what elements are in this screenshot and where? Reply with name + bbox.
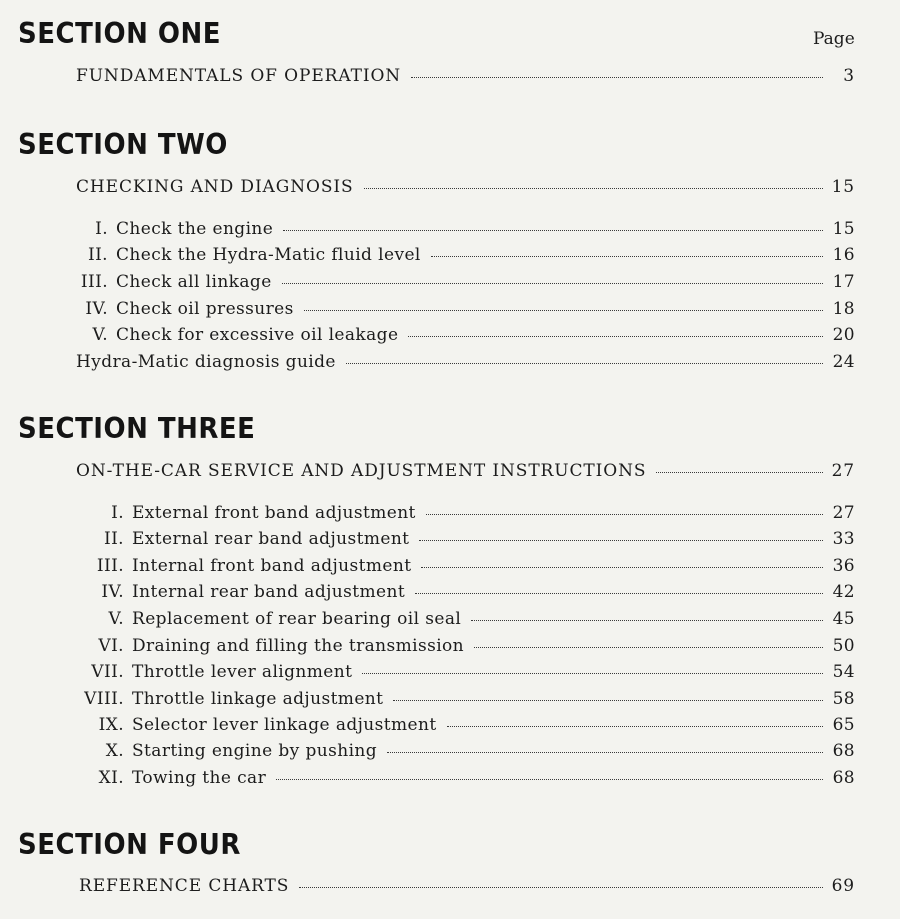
dot-leader bbox=[346, 363, 823, 364]
dot-leader bbox=[471, 620, 823, 621]
dot-leader bbox=[419, 540, 823, 541]
toc-entry-page: 68 bbox=[832, 741, 855, 761]
toc-entry[interactable] bbox=[76, 272, 855, 296]
dot-leader bbox=[304, 310, 823, 311]
toc-entry-title: REFERENCE CHARTS bbox=[79, 876, 290, 896]
toc-entry-page: 16 bbox=[832, 245, 855, 265]
dot-leader bbox=[299, 887, 823, 888]
toc-entry-number: I. bbox=[95, 219, 108, 239]
toc-entry-title: Hydra-Matic diagnosis guide bbox=[76, 352, 336, 372]
toc-entry-title: External rear band adjustment bbox=[132, 529, 410, 549]
toc-entry[interactable] bbox=[76, 582, 855, 606]
dot-leader bbox=[431, 256, 823, 257]
toc-entry-number: VII. bbox=[91, 662, 124, 682]
toc-entry-number: III. bbox=[80, 272, 108, 292]
dot-leader bbox=[276, 779, 823, 780]
toc-entry-page: 68 bbox=[832, 768, 855, 788]
toc-entry-page: 54 bbox=[832, 662, 855, 682]
toc-entry-number: II. bbox=[103, 529, 124, 549]
toc-entry-title: Throttle linkage adjustment bbox=[132, 689, 384, 709]
toc-entry-page: 3 bbox=[843, 66, 855, 86]
page-column-label: Page bbox=[813, 29, 855, 49]
toc-entry-title: Draining and filling the transmission bbox=[132, 636, 465, 656]
dot-leader bbox=[474, 647, 823, 648]
toc-entry-title: Check all linkage bbox=[116, 272, 272, 292]
toc-entry[interactable] bbox=[76, 636, 855, 660]
dot-leader bbox=[283, 230, 823, 231]
toc-entry-title: Internal rear band adjustment bbox=[132, 582, 406, 602]
toc-entry-number: IV. bbox=[101, 582, 124, 602]
toc-entry[interactable] bbox=[76, 741, 855, 765]
section-one-heading: SECTION ONE bbox=[18, 18, 222, 51]
toc-entry-page: 42 bbox=[832, 582, 855, 602]
toc-entry-number: X. bbox=[105, 741, 124, 761]
toc-entry[interactable] bbox=[76, 245, 855, 269]
dot-leader bbox=[362, 673, 823, 674]
toc-entry-page: 15 bbox=[832, 219, 855, 239]
dot-leader bbox=[364, 188, 823, 189]
toc-entry-page: 69 bbox=[831, 876, 855, 896]
toc-entry-title: Check the engine bbox=[116, 219, 274, 239]
dot-leader bbox=[387, 752, 823, 753]
toc-entry-title: Replacement of rear bearing oil seal bbox=[132, 609, 462, 629]
dot-leader bbox=[421, 567, 823, 568]
toc-entry[interactable] bbox=[76, 715, 855, 739]
toc-entry[interactable] bbox=[76, 219, 855, 243]
section-four-heading: SECTION FOUR bbox=[18, 829, 241, 862]
toc-entry-page: 33 bbox=[832, 529, 855, 549]
dot-leader bbox=[393, 700, 823, 701]
section-three-heading: SECTION THREE bbox=[18, 413, 256, 446]
toc-entry-number: III. bbox=[96, 556, 124, 576]
toc-entry[interactable] bbox=[76, 325, 855, 349]
toc-entry-title: Towing the car bbox=[132, 768, 267, 788]
toc-entry-number: IX. bbox=[98, 715, 124, 735]
dot-leader bbox=[447, 726, 823, 727]
toc-entry-page: 45 bbox=[832, 609, 855, 629]
toc-entry[interactable] bbox=[76, 503, 855, 527]
dot-leader bbox=[656, 472, 823, 473]
toc-entry-page: 58 bbox=[832, 689, 855, 709]
toc-entry-title: Starting engine by pushing bbox=[132, 741, 378, 761]
dot-leader bbox=[415, 593, 823, 594]
toc-entry[interactable] bbox=[76, 768, 855, 792]
toc-entry-page: 27 bbox=[831, 461, 855, 481]
toc-entry-page: 24 bbox=[832, 352, 855, 372]
toc-entry-page: 18 bbox=[832, 299, 855, 319]
toc-entry-title: Check the Hydra-Matic fluid level bbox=[116, 245, 421, 265]
toc-entry-title: Internal front band adjustment bbox=[132, 556, 412, 576]
toc-entry[interactable] bbox=[76, 299, 855, 323]
toc-entry-number: VIII. bbox=[84, 689, 124, 709]
toc-entry[interactable] bbox=[76, 556, 855, 580]
dot-leader bbox=[426, 514, 823, 515]
dot-leader bbox=[282, 283, 823, 284]
toc-entry-title: ON-THE-CAR SERVICE AND ADJUSTMENT INSTRUCTIONS bbox=[76, 461, 647, 481]
toc-entry[interactable] bbox=[76, 352, 855, 376]
toc-entry-number: XI. bbox=[98, 768, 124, 788]
toc-entry-title: CHECKING AND DIAGNOSIS bbox=[76, 177, 354, 197]
dot-leader bbox=[411, 77, 823, 78]
toc-entry-title: FUNDAMENTALS OF OPERATION bbox=[76, 66, 402, 86]
toc-entry-page: 17 bbox=[832, 272, 855, 292]
toc-entry-title: Check oil pressures bbox=[116, 299, 294, 319]
toc-entry-checking-diagnosis[interactable] bbox=[76, 177, 855, 201]
toc-entry-page: 36 bbox=[832, 556, 855, 576]
toc-entry[interactable] bbox=[76, 662, 855, 686]
toc-entry-page: 50 bbox=[832, 636, 855, 656]
toc-entry-title: Throttle lever alignment bbox=[132, 662, 353, 682]
toc-entry-number: VI. bbox=[98, 636, 124, 656]
toc-entry-number: V. bbox=[92, 325, 108, 345]
toc-entry-page: 15 bbox=[831, 177, 855, 197]
toc-entry-page: 20 bbox=[832, 325, 855, 345]
toc-entry[interactable] bbox=[76, 609, 855, 633]
toc-entry-page: 65 bbox=[832, 715, 855, 735]
toc-entry-fundamentals[interactable] bbox=[76, 66, 855, 90]
toc-entry-number: V. bbox=[108, 609, 124, 629]
toc-entry-title: Selector lever linkage adjustment bbox=[132, 715, 437, 735]
toc-entry-on-the-car-service[interactable] bbox=[76, 461, 855, 485]
toc-entry-number: II. bbox=[87, 245, 108, 265]
toc-entry-page: 27 bbox=[832, 503, 855, 523]
toc-entry-title: External front band adjustment bbox=[132, 503, 416, 523]
toc-entry-reference-charts[interactable] bbox=[79, 876, 855, 900]
section-two-heading: SECTION TWO bbox=[18, 129, 228, 162]
toc-entry[interactable] bbox=[76, 529, 855, 553]
toc-entry-title: Check for excessive oil leakage bbox=[116, 325, 399, 345]
dot-leader bbox=[408, 336, 823, 337]
toc-entry-number: IV. bbox=[85, 299, 108, 319]
toc-entry[interactable] bbox=[76, 689, 855, 713]
toc-entry-number: I. bbox=[111, 503, 124, 523]
